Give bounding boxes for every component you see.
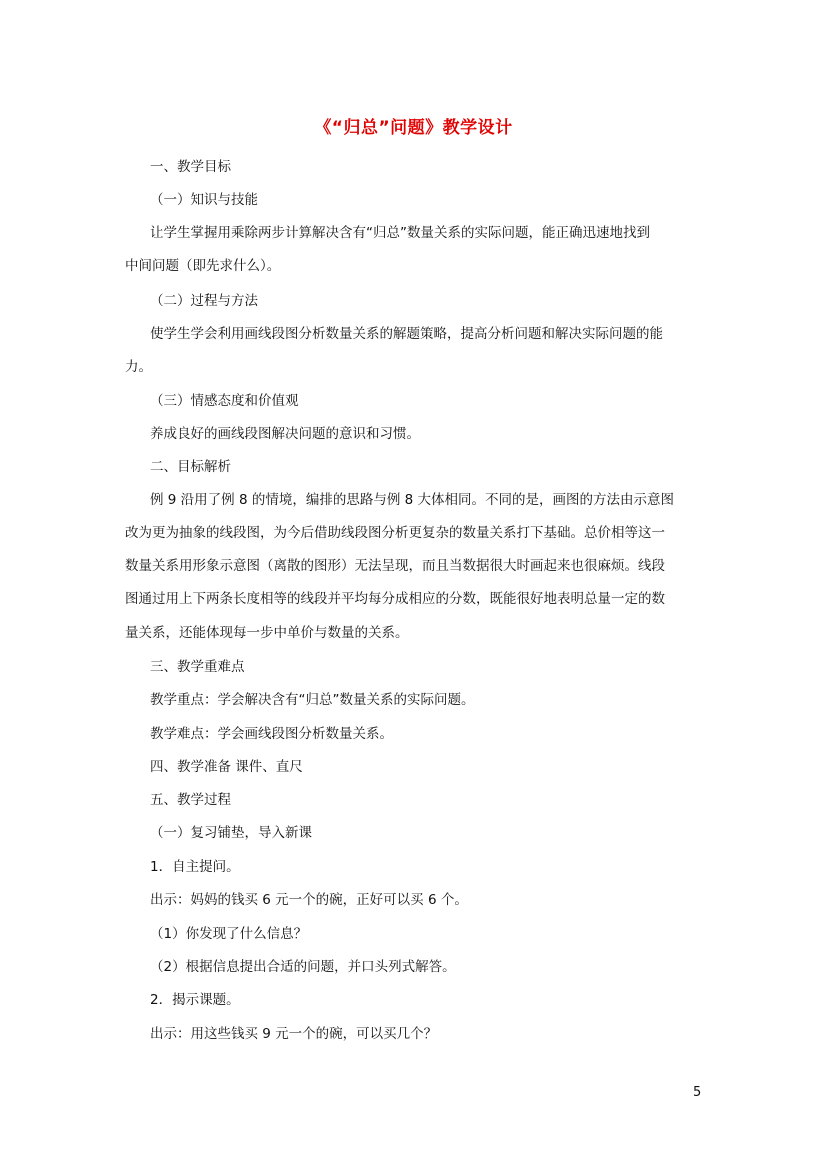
section-heading: 三、教学重难点 [150,659,245,675]
section-heading: 五、教学过程 [150,792,231,808]
paragraph-line: 出示：用这些钱买 9 元一个的碗，可以买几个？ [150,1026,438,1042]
paragraph-line: 出示：妈妈的钱买 6 元一个的碗，正好可以买 6 个。 [150,892,468,908]
list-item: 1．自主提问。 [150,859,240,875]
document-title: 《“归总”问题》教学设计 [314,118,513,138]
paragraph-line: 中间问题（即先求什么）。 [125,258,281,274]
section-heading: 四、教学准备 课件、直尺 [150,759,303,775]
paragraph-line: 数量关系用形象示意图（离散的图形）无法呈现，而且当数据很大时画起来也很麻烦。线段 [125,558,665,574]
section-heading: 二、目标解析 [150,459,231,475]
paragraph-line: 力。 [125,359,152,375]
paragraph-line: 量关系，还能体现每一步中单价与数量的关系。 [125,625,409,641]
paragraph-line: 教学难点：学会画线段图分析数量关系。 [150,726,393,742]
section-heading: 一、教学目标 [150,159,231,175]
list-item: （1）你发现了什么信息？ [150,926,308,942]
paragraph-line: 让学生掌握用乘除两步计算解决含有“归总”数量关系的实际问题，能正确迅速地找到 [150,225,650,241]
paragraph-line: 改为更为抽象的线段图，为今后借助线段图分析更复杂的数量关系打下基础。总价相等这一 [125,525,665,541]
paragraph-line: 例 9 沿用了例 8 的情境，编排的思路与例 8 大体相同。不同的是，画图的方法由示意图 [150,492,675,508]
list-item: （2）根据信息提出合适的问题，并口头列式解答。 [150,959,456,975]
subsection-heading: （三）情感态度和价值观 [150,393,299,409]
paragraph-line: 养成良好的画线段图解决问题的意识和习惯。 [150,426,420,442]
subsection-heading: （二）过程与方法 [150,293,258,309]
list-item: 2．揭示课题。 [150,992,240,1008]
subsection-heading: （一）知识与技能 [150,192,258,208]
page-number: 5 [693,1085,702,1100]
paragraph-line: 教学重点：学会解决含有“归总”数量关系的实际问题。 [150,692,475,708]
paragraph-line: 使学生学会利用画线段图分析数量关系的解题策略，提高分析问题和解决实际问题的能 [150,326,663,342]
paragraph-line: 图通过用上下两条长度相等的线段并平均每分成相应的分数，既能很好地表明总量一定的数 [125,591,665,607]
subsection-heading: （一）复习铺垫，导入新课 [150,825,312,841]
